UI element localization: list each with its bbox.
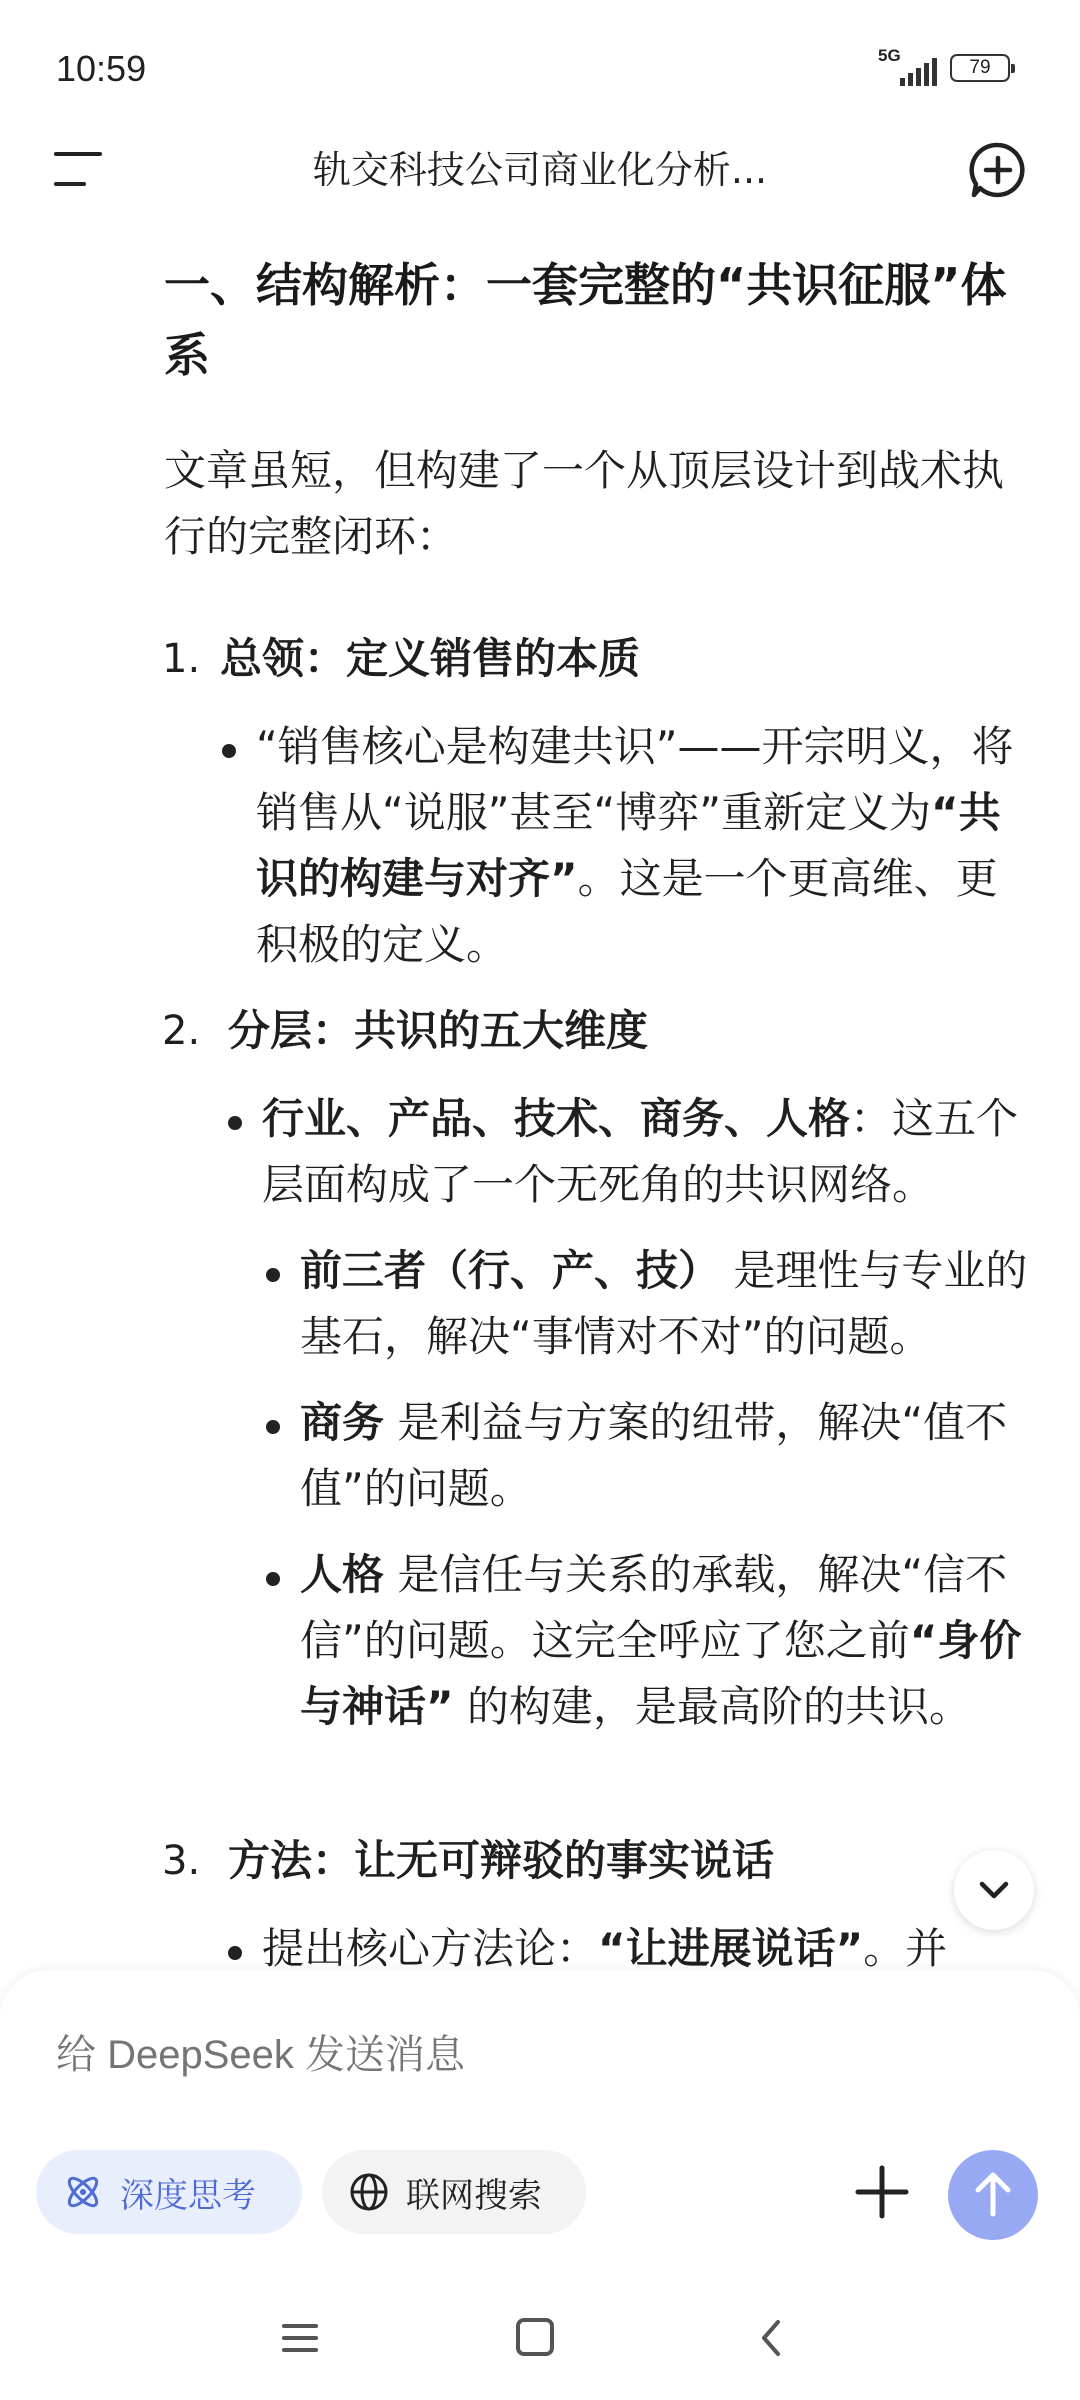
attach-plus-icon[interactable] [852,2162,912,2222]
list-item: “销售核心是构建共识”——开宗明义，将销售从“说服”甚至“博弈”重新定义为“共识的构建与对齐”。这是一个更高维、更积极的定义。 [256,722,1014,969]
web-search-label: 联网搜索 [406,2175,542,2216]
battery-icon: 79 [950,54,1010,82]
recent-apps-icon[interactable] [280,2318,320,2358]
home-icon[interactable] [516,2318,554,2356]
intro-text: 文章虽短，但构建了一个从顶层设计到战术执行的完整闭环： [164,446,1005,561]
list-title: 分层：共识的五大维度 [228,1006,649,1055]
bullet-dot [266,1420,280,1434]
web-search-toggle[interactable] [322,2150,586,2234]
bullet-dot [228,1116,242,1130]
bullet-dot [266,1572,280,1586]
list-number: 2. [162,1008,201,1054]
bullet-dot [222,744,236,758]
page-title: 轨交科技公司商业化分析... [312,148,768,192]
new-chat-icon[interactable] [968,140,1028,200]
section-heading: 一、结构解析：一套完整的“共识征服”体系 [164,258,1007,382]
message-input[interactable] [56,2020,856,2090]
list-title: 方法：让无可辩驳的事实说话 [228,1836,775,1885]
status-time: 10:59 [56,48,147,89]
list-item: 提出核心方法论：“让进展说话”。并 [262,1924,948,1970]
list-number: 1. [162,636,201,682]
network-type: 5G [878,46,901,65]
list-item: 行业、产品、技术、商务、人格：这五个层面构成了一个无死角的共识网络。 [262,1094,1019,1209]
status-bar [0,0,1080,130]
deep-think-toggle[interactable] [36,2150,302,2234]
bullet-dot [228,1946,242,1960]
deep-think-label: 深度思考 [120,2175,256,2216]
bullet-dot [266,1268,280,1282]
list-title: 总领：定义销售的本质 [220,634,641,683]
send-button[interactable] [948,2150,1038,2240]
atom-icon [62,2171,104,2213]
back-icon[interactable] [752,2318,792,2358]
list-item: 前三者（行、产、技） 是理性与专业的基石，解决“事情对不对”的问题。 [300,1246,1028,1361]
list-item: 人格 是信任与关系的承载，解决“信不信”的问题。这完全呼应了您之前“身价与神话” 的构建，是最高阶的共识。 [300,1550,1022,1731]
message-content [0,230,1080,1970]
globe-icon [348,2171,390,2213]
scroll-down-button[interactable] [954,1850,1034,1930]
list-item: 商务 是利益与方案的纽带，解决“值不值”的问题。 [300,1398,1008,1513]
list-number: 3. [162,1838,201,1884]
menu-icon[interactable] [54,152,102,188]
signal-icon [878,46,938,86]
